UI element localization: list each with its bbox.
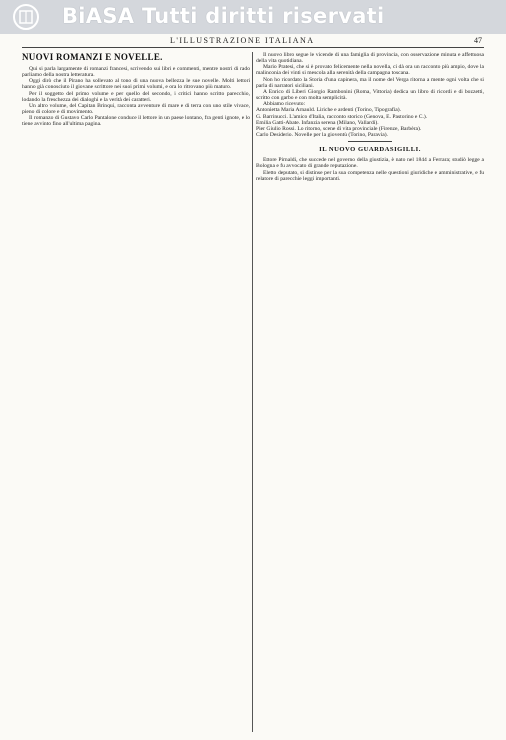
body-paragraph: Oggi dirò che il Pirano ha sollevato al tono di una nuova bellezza le sue novelle. Molti lettori hanno già conosciuto il giovane scrittore nei suoi primi volumi, e ora lo ritrovano più maturo.	[22, 78, 250, 91]
watermark-band	[0, 0, 506, 34]
received-books-list	[256, 101, 484, 138]
body-paragraph: Per il soggetto del primo volume e per quello del secondo, i critici hanno scritto parecchio, lodando la freschezza dei dialoghi e la verità dei caratteri.	[22, 90, 250, 103]
left-column	[22, 52, 250, 128]
body-paragraph: Mario Pratesi, che si è provato felicemente nella novella, ci dà ora un racconto più ampio, dove la malinconia dei vinti si mescola alla serenità della campagna toscana.	[256, 64, 484, 77]
body-paragraph: Ettore Pirnaldi, che succede nel governo della giustizia, è nato nel 1844 a Ferrara; studiò legge a Bologna e fu avvocato di grande reputazione.	[256, 157, 484, 170]
body-paragraph: Eletto deputato, si distinse per la sua competenza nelle questioni giuridiche e amministrative, e fu relatore di parecchie leggi importanti.	[256, 169, 484, 182]
book-entry: Carlo Desiderio. Novelle per la gioventù (Torino, Paravia).	[256, 132, 388, 139]
page-number: 47	[474, 36, 482, 45]
body-paragraph: Il romanzo di Gustavo Carlo Pantalone conduce il lettore in un paese lontano, fra genti ignote, e lo tiene avvinto fino all'ultima pagina.	[22, 115, 250, 128]
library-logo-icon	[12, 3, 40, 31]
watermark-text: BiASA Tutti diritti riservati	[62, 4, 385, 28]
received-books-heading: Abbiamo ricevuto:	[263, 101, 306, 108]
right-column	[256, 52, 484, 182]
body-paragraph: Non ho ricordato la Storia d'una capinera, ma il nome del Verga ritorna a mente ogni volta che si parla di narratori siciliani.	[256, 76, 484, 89]
book-entry: Emilia Gatti-Abate. Infanzia serena (Milano, Vallardi).	[256, 119, 379, 126]
section-heading-guardasigilli: IL NUOVO GUARDASIGILLI.	[319, 146, 421, 154]
body-paragraph: Un altro volume, del Capitan Brinqui, racconta avventure di mare e di terra con uno stile vivace, pieno di colore e di movimento.	[22, 102, 250, 116]
body-paragraph: Qui si parla largamente di romanzi francesi, scrivendo sui libri e commenti, mentre nostri di rado parliamo della nostra letteratura.	[22, 66, 250, 79]
section-heading: NUOVI ROMANZI E NOVELLE.	[22, 52, 163, 62]
column-divider	[252, 52, 253, 732]
running-head-title: L'ILLUSTRAZIONE ITALIANA	[170, 36, 315, 45]
body-paragraph: Il nuovo libro segue le vicende di una famiglia di provincia, con osservazione minuta e affettuosa della vita quotidiana.	[256, 52, 484, 65]
section-separator	[348, 141, 392, 142]
book-entry: G. Barrinucci. L'amico d'Italia, racconto storico (Genova, E. Pastorino e C.).	[256, 113, 428, 120]
body-paragraph: A Enrico di Liberi Giorgio Rambonini (Roma, Vittoria) dedica un libro di ricordi e di bozzetti, scritto con garbo e con molta semplicità.	[256, 88, 484, 102]
header-rule	[22, 47, 484, 48]
book-entry: Pier Giulio Rossi. Lo ritorno, scene di vita provinciale (Firenze, Barbèra).	[256, 125, 422, 132]
book-entry: Antonietta Maria Arnauld. Liriche e ardenti (Torino, Tipografia).	[256, 107, 402, 114]
